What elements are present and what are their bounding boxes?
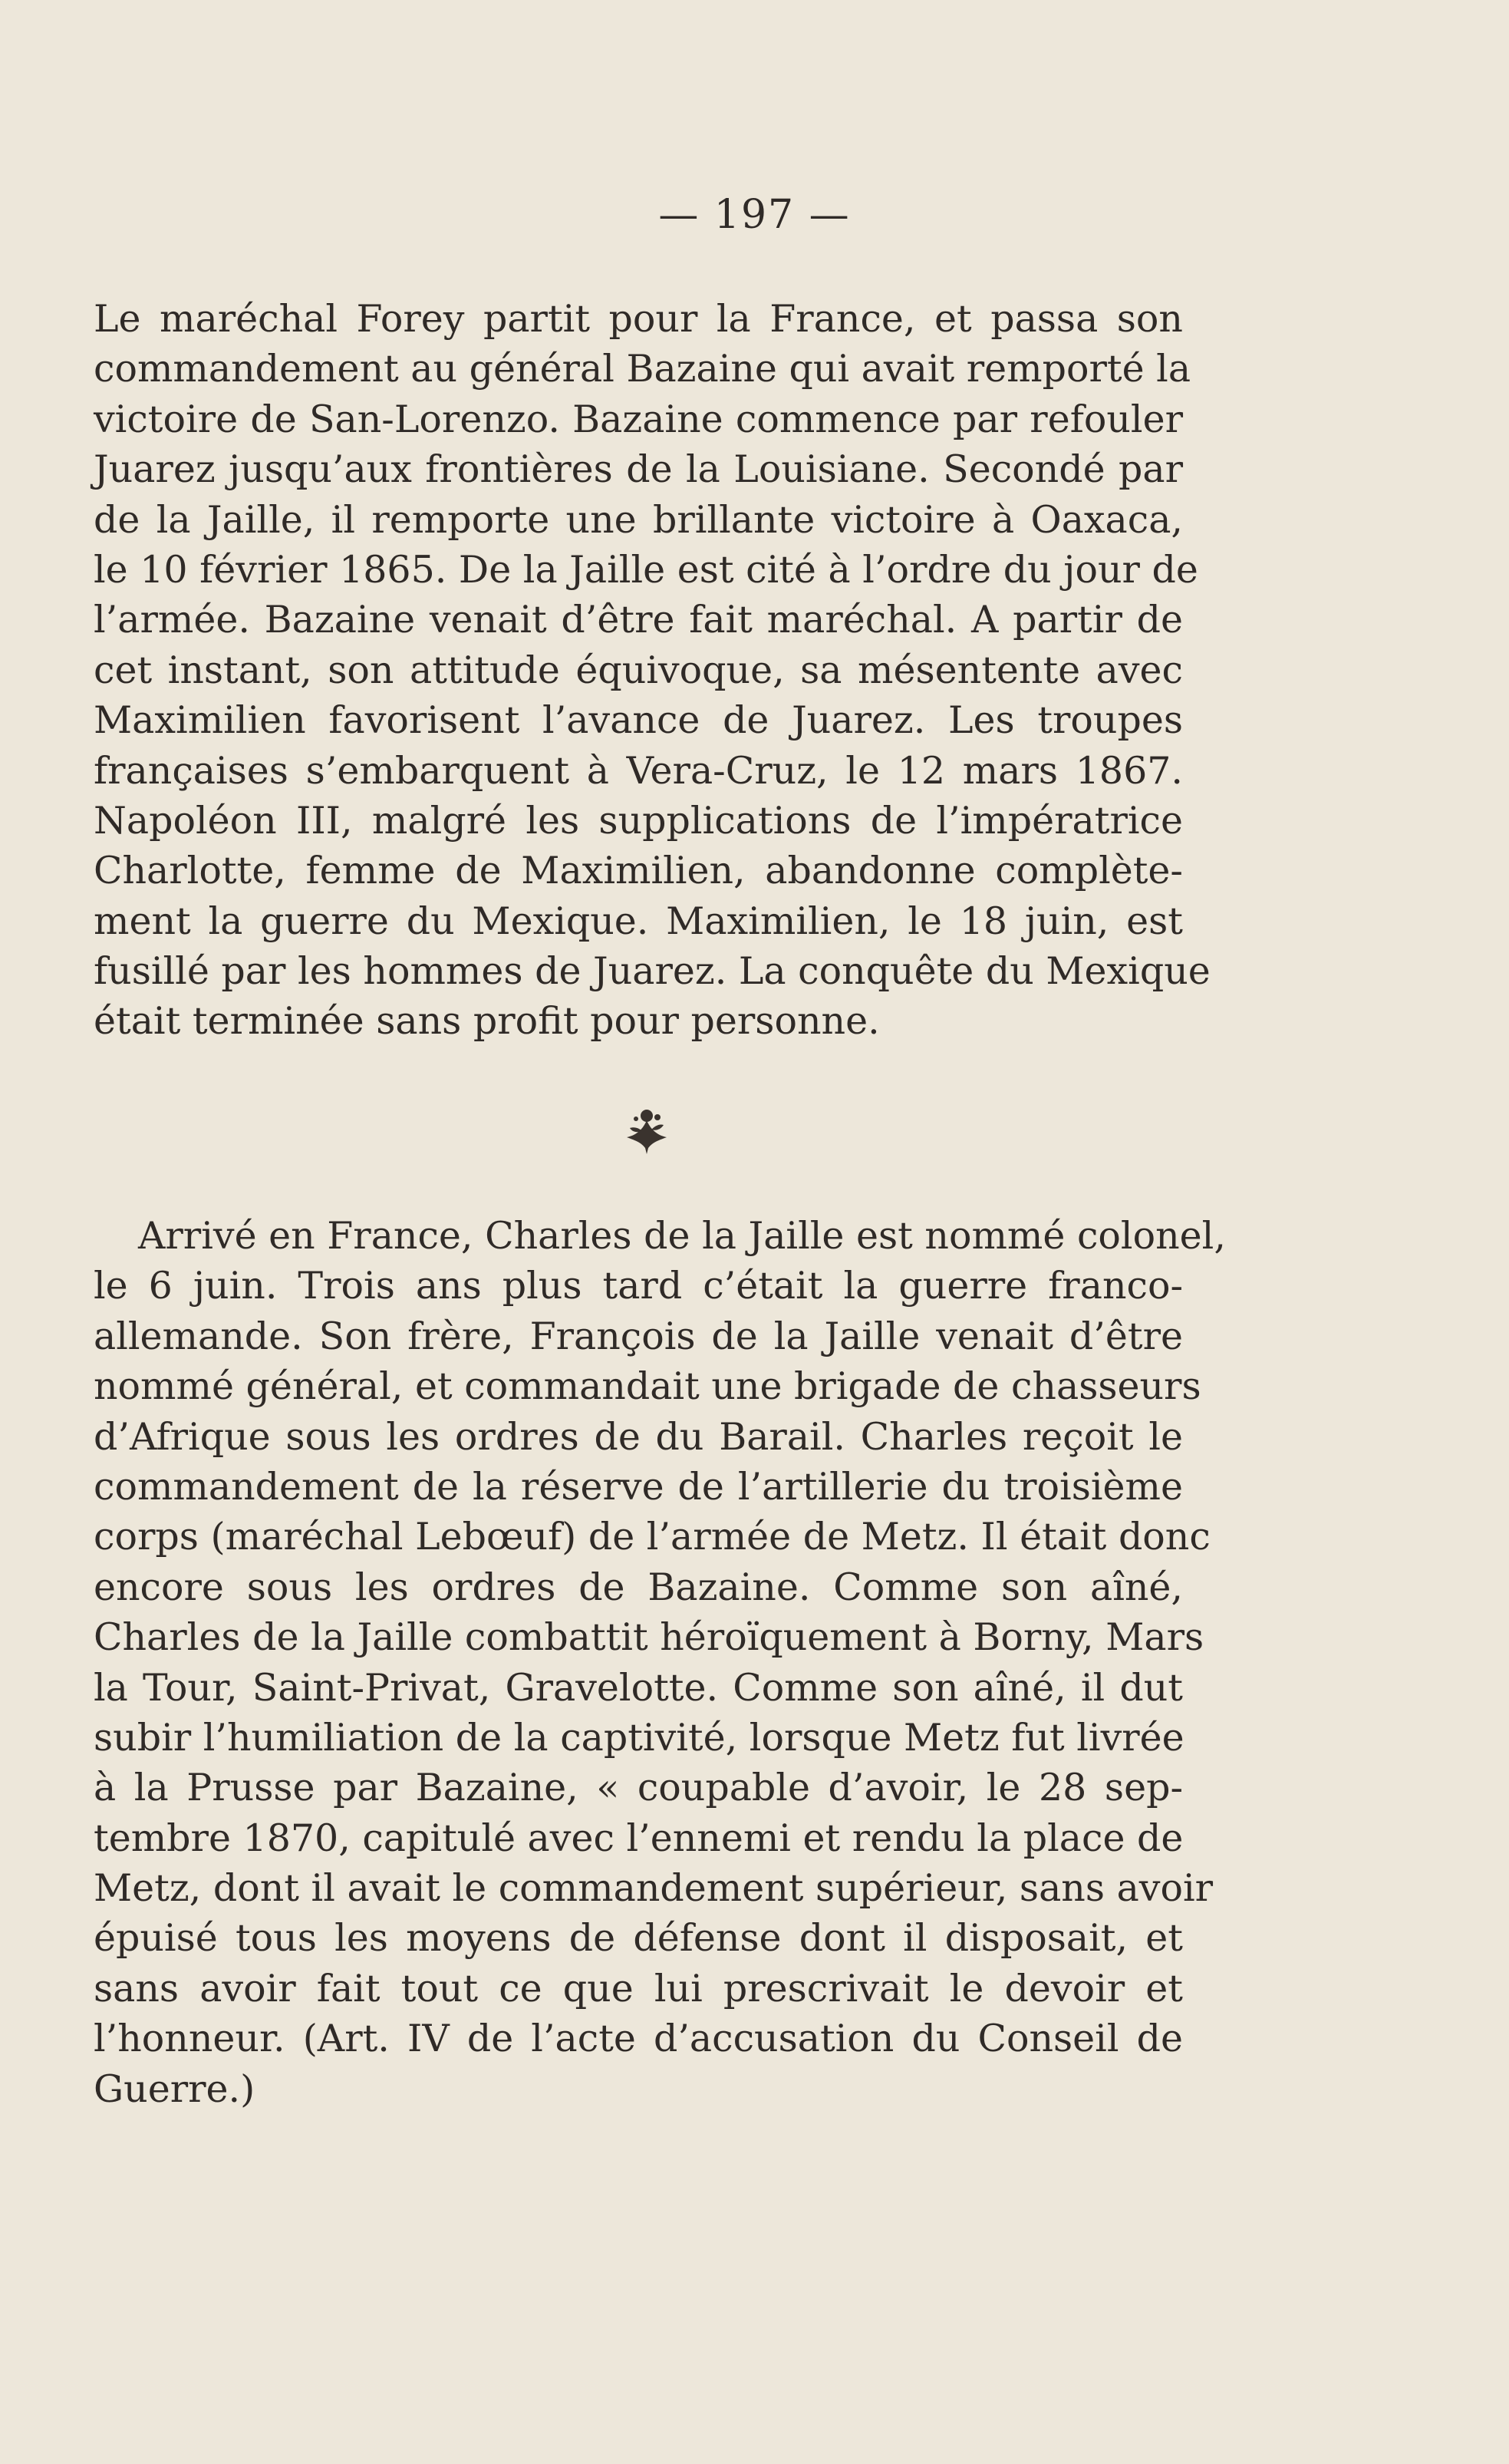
text-line: ment la guerre du Mexique. Maximilien, le 18 juin, est	[94, 899, 1183, 943]
text-line: fusillé par les hommes de Juarez. La conquête du Mexique	[94, 949, 1211, 994]
text-line: Maximilien favorisent l’avance de Juarez. Les troupes	[94, 698, 1183, 743]
text-line: épuisé tous les moyens de défense dont il disposait, et	[94, 1916, 1183, 1961]
paragraph-2	[94, 1211, 1226, 2114]
text-line: était terminée sans profit pour personne.	[94, 999, 880, 1044]
text-line: victoire de San-Lorenzo. Bazaine commence par refouler	[94, 397, 1183, 441]
text-line: à la Prusse par Bazaine, « coupable d’avoir, le 28 sep-	[94, 1766, 1183, 1810]
text-line: le 10 février 1865. De la Jaille est cité à l’ordre du jour de	[94, 547, 1198, 592]
text-line: l’honneur. (Art. IV de l’acte d’accusation du Conseil de	[94, 2017, 1183, 2061]
text-line: de la Jaille, il remporte une brillante victoire à Oaxaca,	[94, 497, 1183, 542]
text-line: tembre 1870, capitulé avec l’ennemi et rendu la place de	[94, 1816, 1184, 1860]
text-line: Le maréchal Forey partit pour la France, et passa son	[94, 297, 1183, 341]
text-line: Juarez jusqu’aux frontières de la Louisiane. Secondé par	[94, 447, 1183, 492]
text-line: corps (maréchal Lebœuf) de l’armée de Metz. Il était donc	[94, 1515, 1211, 1559]
fleuron-icon	[624, 1105, 670, 1159]
text-line: sans avoir fait tout ce que lui prescrivait le devoir et	[94, 1966, 1183, 2010]
text-line: françaises s’embarquent à Vera-Cruz, le 12 mars 1867.	[94, 748, 1183, 793]
text-line: subir l’humiliation de la captivité, lorsque Metz fut livrée	[94, 1715, 1184, 1760]
text-line: cet instant, son attitude équivoque, sa mésentente avec	[94, 648, 1183, 692]
paragraph-1	[94, 294, 1211, 1047]
text-line: Arrivé en France, Charles de la Jaille est nommé colonel,	[138, 1214, 1226, 1258]
text-line: commandement au général Bazaine qui avait remporté la	[94, 347, 1191, 391]
text-line: le 6 juin. Trois ans plus tard c’était la guerre franco-	[94, 1264, 1183, 1308]
text-line: Metz, dont il avait le commandement supérieur, sans avoir	[94, 1866, 1214, 1911]
text-line: Charlotte, femme de Maximilien, abandonne complète-	[94, 849, 1183, 893]
page-number: — 197 —	[658, 192, 851, 238]
text-line: encore sous les ordres de Bazaine. Comme son aîné,	[94, 1565, 1183, 1609]
text-line: la Tour, Saint-Privat, Gravelotte. Comme son aîné, il dut	[94, 1665, 1183, 1710]
text-line: Guerre.)	[94, 2067, 255, 2111]
text-line: l’armée. Bazaine venait d’être fait maréchal. A partir de	[94, 598, 1183, 642]
text-line: Napoléon III, malgré les supplications de l’impératrice	[94, 798, 1183, 843]
text-line: nommé général, et commandait une brigade de chasseurs	[94, 1364, 1201, 1409]
text-line: commandement de la réserve de l’artillerie du troisième	[94, 1464, 1183, 1509]
text-line: Charles de la Jaille combattit héroïquement à Borny, Mars	[94, 1615, 1204, 1660]
text-line: d’Afrique sous les ordres de du Barail. Charles reçoit le	[94, 1414, 1183, 1459]
text-line: allemande. Son frère, François de la Jaille venait d’être	[94, 1314, 1183, 1358]
